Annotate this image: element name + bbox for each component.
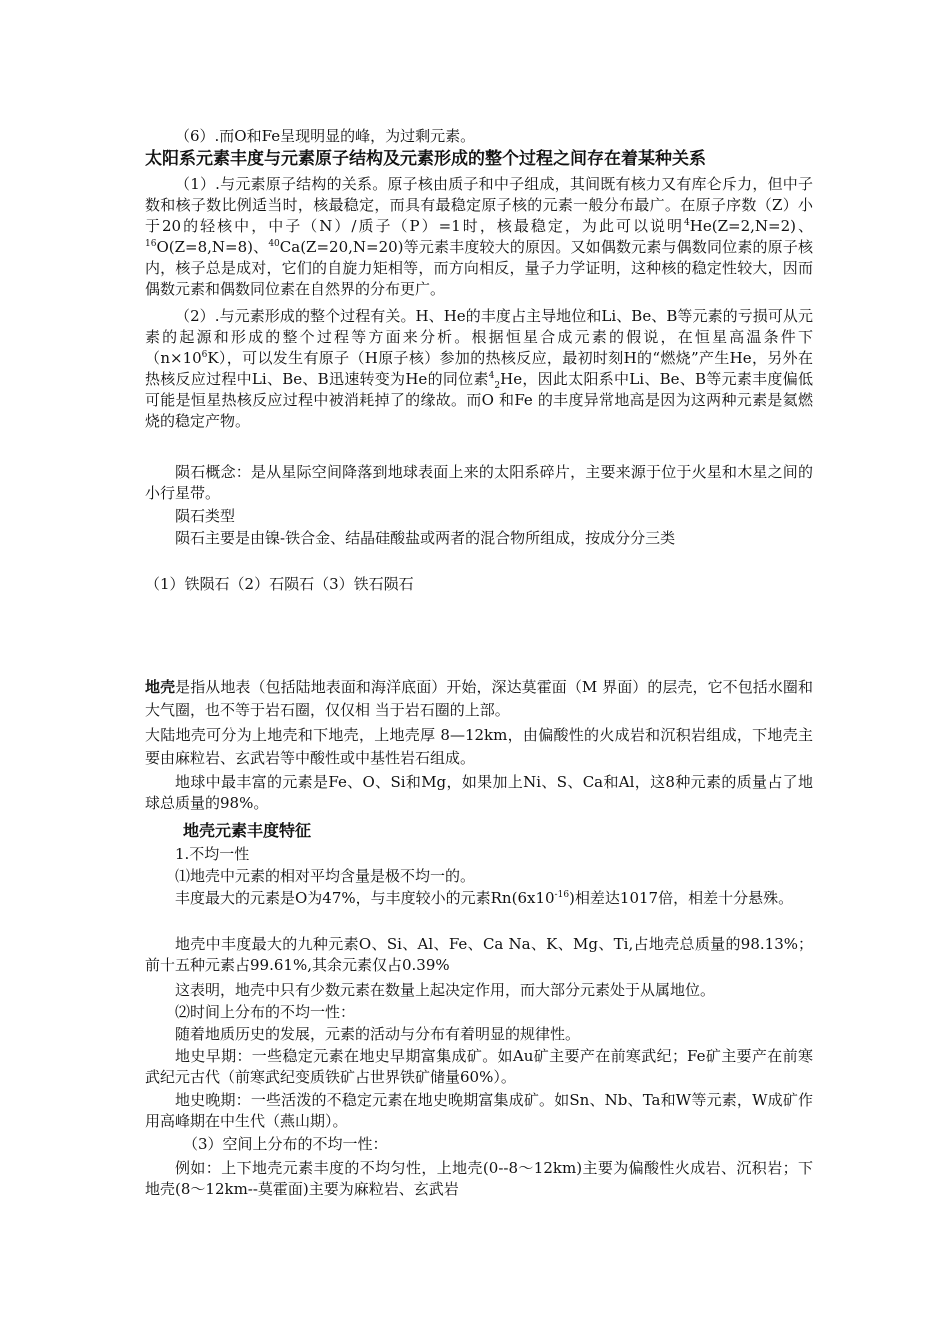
paragraph-meteorite-classes: （1）铁陨石（2）石陨石（3）铁石陨石: [145, 575, 414, 593]
list-item-heterogeneity: 1.不均一性: [175, 845, 250, 863]
paragraph-excess-elements: （6）.而O和Fe呈现明显的峰，为过剩元素。: [175, 127, 476, 145]
paragraph-crust-definition: 地壳是指从地表（包括陆地表面和海洋底面）开始，深达莫霍面（M 界面）的层壳，它不包括水圈和大气圈，也不等于岩石圈，仅仅相 当于岩石圈的上部。: [145, 678, 813, 719]
paragraph-oxygen-abundance: 丰度最大的元素是O为47%，与丰度较小的元素$Rn(6x10^{-16})$相差达1017倍，相差十分悬殊。: [175, 889, 794, 907]
paragraph-continental-crust: 大陆地壳可分为上地壳和下地壳，上地壳厚 8—12km，由偏酸性的火成岩和沉积岩组成，下地壳主要由麻粒岩、玄武岩等中酸性或中基性岩石组成。: [145, 726, 813, 767]
paragraph-meteorite-composition: 陨石主要是由镍-铁合金、结晶硅酸盐或两者的混合物所组成，按成分分三类: [175, 529, 676, 547]
section-heading-solar-abundance: 太阳系元素丰度与元素原子结构及元素形成的整个过程之间存在着某种关系: [145, 149, 706, 169]
paragraph-spatial-example: 例如：上下地壳元素丰度的不均匀性，上地壳(0--8～12km)主要为偏酸性火成岩、沉积岩；下地壳(8～12km--莫霍面)主要为麻粒岩、玄武岩: [145, 1159, 813, 1198]
paragraph-earth-elements: 地球中最丰富的元素是Fe、O、Si和Mg，如果加上Ni、S、Ca和Al，这8种元素的质量占了地球总质量的98%。: [145, 773, 813, 812]
paragraph-element-formation: （2）.与元素形成的整个过程有关。H、He的丰度占主导地位和Li、Be、B等元素的亏损可从元素的起源和形成的整个过程等方面来分析。根据恒星合成元素的假说，在恒星高温条件下$(n\times 10^6K)$，可以发生有原子（H原子核）参加的热核反应，最初时刻H的“燃烧”产生He，另外在热核反应过程中Li、Be、B迅速转变为He的同位素$^4_2$He，因此太阳系中Li、Be、B等元素丰度偏低可能是恒星热核反应过程中被消耗掉了的缘故。而O 和Fe 的丰度异常地高是因为这两种元素是氦燃烧的稳定产物。: [145, 307, 813, 430]
paragraph-atomic-structure: （1）.与元素原子结构的关系。原子核由质子和中子组成，其间既有核力又有库仑斥力，但中子数和核子数比例适当时，核最稳定，而具有最稳定原子核的元素一般分布最广。在原子序数（Z）小于20的轻核中，中子（N）/质子（P）=1时，核最稳定，为此可以说明$^4$He(Z=2,N=2)、$^{16}$O(Z=8,N=8)、$^{40}$Ca(Z=20,N=20)等元素丰度较大的原因。又如偶数元素与偶数同位素的原子核内，核子总是成对，它们的自旋力矩相等，而方向相反，量子力学证明，这种核的稳定性较大，因而偶数元素和偶数同位素在自然界的分布更广。: [145, 175, 814, 298]
paragraph-meteorite-types-title: 陨石类型: [175, 507, 236, 525]
paragraph-geologic-history: 随着地质历史的发展，元素的活动与分布有着明显的规律性。: [175, 1025, 581, 1043]
paragraph-early-history: 地史早期：一些稳定元素在地史早期富集成矿。如Au矿主要产在前寒武纪；Fe矿主要产在前寒武纪元古代（前寒武纪变质铁矿占世界铁矿储量60%）。: [145, 1047, 813, 1086]
list-item-spatial-distribution: （3）空间上分布的不均一性：: [183, 1135, 388, 1153]
section-heading-crust-abundance: 地壳元素丰度特征: [183, 821, 312, 840]
paragraph-conclusion: 这表明，地壳中只有少数元素在数量上起决定作用，而大部分元素处于从属地位。: [175, 981, 716, 999]
paragraph-meteorite-concept: 陨石概念：是从星际空间降落到地球表面上来的太阳系碎片，主要来源于位于火星和木星之间的小行星带。: [145, 463, 813, 502]
list-item-relative-content: ⑴地壳中元素的相对平均含量是极不均一的。: [175, 867, 476, 885]
list-item-temporal-distribution: ⑵时间上分布的不均一性：: [175, 1003, 356, 1021]
paragraph-nine-elements: 地壳中丰度最大的九种元素O、Si、Al、Fe、Ca Na、K、Mg、Ti,占地壳总质量的98.13%；前十五种元素占99.61%,其余元素仅占0.39%: [145, 935, 813, 974]
paragraph-late-history: 地史晚期：一些活泼的不稳定元素在地史晚期富集成矿。如Sn、Nb、Ta和W等元素，W成矿作用高峰期在中生代（燕山期）。: [145, 1091, 813, 1130]
